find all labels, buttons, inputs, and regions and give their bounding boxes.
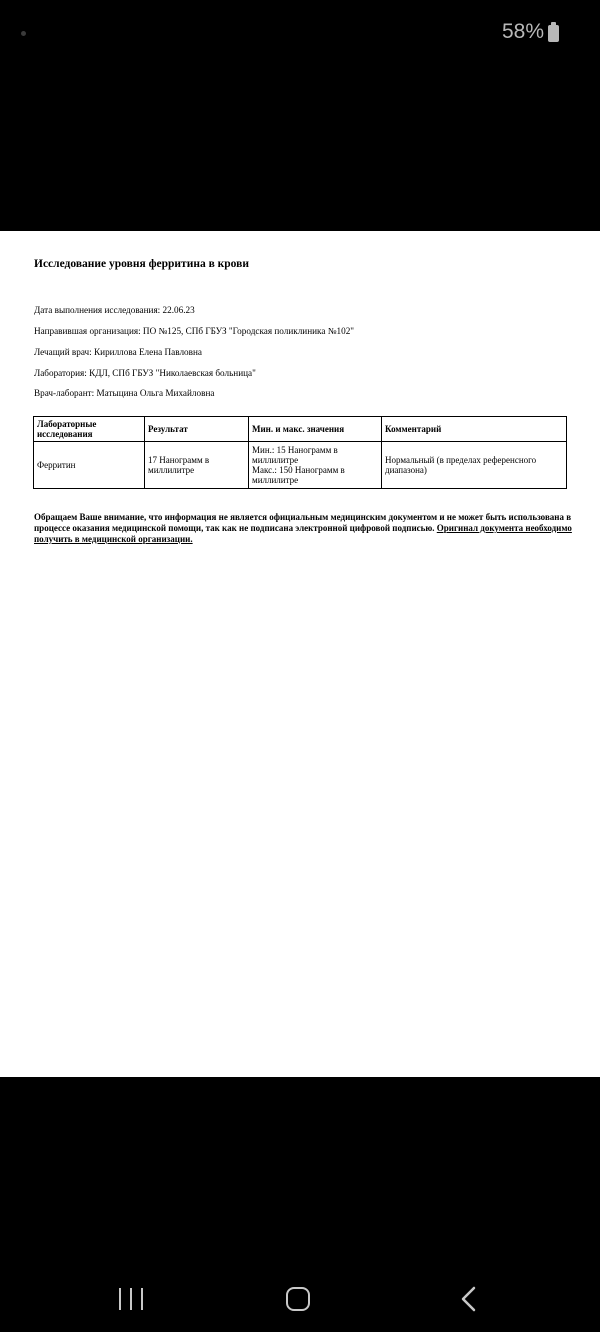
navigation-bar [0, 1260, 600, 1332]
cell-range [249, 442, 382, 489]
cell-test: Ферритин [34, 442, 145, 489]
header-comment: Комментарий [382, 417, 567, 442]
table-row [34, 442, 567, 489]
status-bar [0, 0, 600, 70]
header-result: Результат [145, 417, 249, 442]
info-lab-doctor: Врач-лаборант: Матыцина Ольга Михайловна [34, 388, 215, 398]
header-tests: Лабораторные исследования [34, 417, 145, 442]
table-header-row [34, 417, 567, 442]
info-organization: Направившая организация: ПО №125, СПб ГБУЗ "Городская поликлиника №102" [34, 326, 355, 336]
range-min: Мин.: 15 Нанограмм в миллилитре [252, 445, 338, 465]
range-max: Макс.: 150 Нанограмм в миллилитре [252, 465, 345, 485]
info-date: Дата выполнения исследования: 22.06.23 [34, 305, 195, 315]
info-laboratory: Лаборатория: КДЛ, СПб ГБУЗ "Николаевская больница" [34, 368, 256, 378]
document-title: Исследование уровня ферритина в крови [34, 258, 249, 270]
battery-percent: 58% [501, 20, 544, 43]
info-doctor: Лечащий врач: Кириллова Елена Павловна [34, 347, 202, 357]
cell-comment: Нормальный (в пределах референсного диапазона) [382, 442, 567, 489]
cell-result: 17 Нанограмм в миллилитре [145, 442, 249, 489]
notice-underlined: Оригинал документа необходимо получить в медицинской организации. [34, 523, 572, 544]
notice-text: Обращаем Ваше внимание, что информация не является официальным медицинским документом и не может быть использована в процессе оказания медицинской помощи, так как не подписана электронной цифровой подписью. [34, 512, 572, 533]
back-icon[interactable] [458, 1286, 484, 1312]
recent-apps-icon[interactable] [119, 1288, 143, 1310]
document-page[interactable] [0, 231, 600, 1077]
results-table [33, 416, 567, 489]
battery-icon [548, 25, 559, 42]
header-range: Мин. и макс. значения [249, 417, 382, 442]
notification-dot-icon [21, 31, 26, 36]
disclaimer-notice [34, 512, 574, 545]
home-icon[interactable] [286, 1287, 310, 1311]
